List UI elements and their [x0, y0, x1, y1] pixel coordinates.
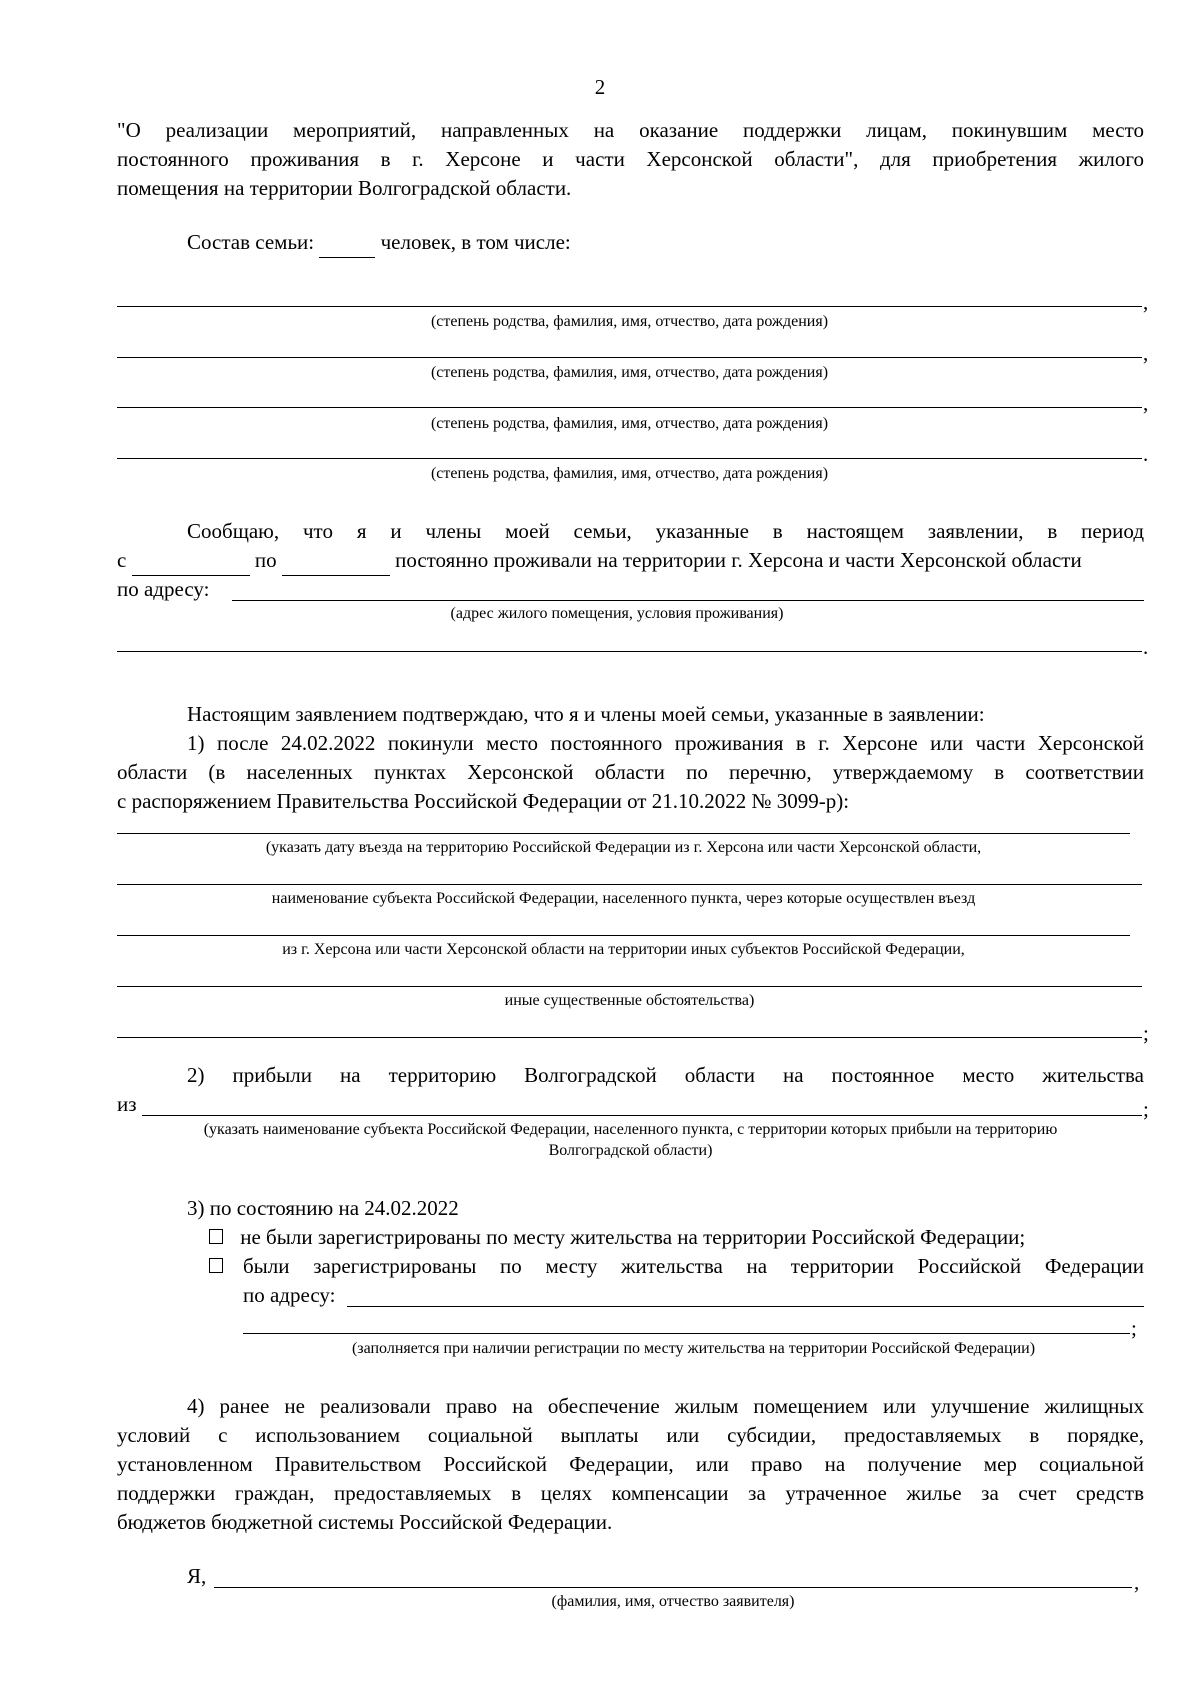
page-number: 2: [594, 75, 606, 99]
family-count-line: [187, 228, 571, 258]
comma: ,: [1143, 391, 1149, 415]
entry-details-field[interactable]: [117, 986, 1142, 987]
registration-option-2-row: [209, 1252, 223, 1281]
from-label: с: [117, 548, 127, 572]
arrival-from-label: из: [117, 1092, 137, 1116]
family-member-caption: (степень родства, фамилия, имя, отчество, дата рождения): [430, 465, 829, 482]
entry-details-caption-3: из г. Херсона или части Херсонской области на территории иных субъектов Российской Федерации,: [282, 941, 965, 958]
entry-details-field[interactable]: [117, 1037, 1142, 1038]
residence-line-2-text: постоянно проживали на территории г. Херсона и части Херсонской области: [395, 548, 1082, 572]
arrival-line-1: 2) прибыли на территорию Волгоградской области на постоянное место жительства: [187, 1063, 1144, 1087]
item1-line-2: области (в населенных пунктах Херсонской области по перечню, утверждаемому в соответствии: [117, 760, 1144, 784]
intro-line-1: "О реализации мероприятий, направленных на оказание поддержки лицам, покинувшим место: [117, 118, 1144, 142]
checkbox[interactable]: [209, 1229, 223, 1244]
semicolon: ;: [1143, 1097, 1149, 1121]
applicant-caption: (фамилия, имя, отчество заявителя): [551, 1593, 795, 1610]
registration-heading: 3) по состоянию на 24.02.2022: [187, 1196, 459, 1220]
address-caption: (адрес жилого помещения, условия проживания): [450, 605, 784, 622]
item4-line-4: поддержки граждан, предоставляемых в целях компенсации за утраченное жилье за счет средств: [117, 1481, 1144, 1505]
item1-line-3: с распоряжением Правительства Российской Федерации от 21.10.2022 № 3099-р):: [117, 789, 850, 813]
entry-details-caption-2: наименование субъекта Российской Федерации, населенного пункта, через которые осуществлен въезд: [271, 890, 976, 907]
semicolon: ;: [1143, 1021, 1149, 1045]
registration-option-1: [209, 1223, 1025, 1252]
registration-option-2: были зарегистрированы по месту жительства на территории Российской Федерации: [243, 1254, 1144, 1278]
family-member-field[interactable]: [117, 458, 1142, 459]
period: .: [1143, 442, 1149, 466]
item4-line-3: установленном Правительством Российской Федерации, или право на получение мер социальной: [117, 1452, 1144, 1476]
item4-line-2: условий с использованием социальной выплаты или субсидии, предоставляемых в порядке,: [117, 1423, 1144, 1447]
applicant-name-field[interactable]: [214, 1587, 1132, 1588]
period-start-field[interactable]: [132, 546, 250, 576]
comma: ,: [1134, 1570, 1140, 1594]
semicolon: ;: [1131, 1316, 1137, 1340]
comma: ,: [1143, 290, 1149, 314]
family-member-field[interactable]: [117, 407, 1142, 408]
arrival-caption-1: (указать наименование субъекта Российской Федерации, населенного пункта, с территории которых прибыли на территорию: [203, 1121, 1058, 1138]
item1-line-1: 1) после 24.02.2022 покинули место постоянного проживания в г. Херсоне или части Херсонской: [187, 731, 1144, 755]
item4-line-5: бюджетов бюджетной системы Российской Федерации.: [117, 1510, 613, 1534]
entry-details-field[interactable]: [117, 935, 1130, 936]
option-1-label: не были зарегистрированы по месту жительства на территории Российской Федерации;: [240, 1225, 1026, 1249]
applicant-label: Я,: [187, 1564, 207, 1588]
family-label: Состав семьи:: [187, 230, 315, 254]
entry-details-caption-1: (указать дату въезда на территорию Российской Федерации из г. Херсона или части Херсонской области,: [265, 839, 982, 856]
family-member-caption: (степень родства, фамилия, имя, отчество, дата рождения): [430, 313, 829, 330]
family-member-caption: (степень родства, фамилия, имя, отчество, дата рождения): [430, 364, 829, 381]
checkbox[interactable]: [209, 1258, 223, 1273]
registration-address-label: по адресу:: [243, 1283, 336, 1307]
intro-line-2: постоянного проживания в г. Херсоне и части Херсонской области", для приобретения жилого: [117, 147, 1144, 171]
family-member-caption: (степень родства, фамилия, имя, отчество, дата рождения): [430, 415, 829, 432]
period-end-field[interactable]: [282, 546, 390, 576]
address-field[interactable]: [232, 600, 1144, 601]
entry-details-caption-4: иные существенные обстоятельства): [504, 992, 755, 1009]
residence-line-2: [117, 546, 1144, 576]
intro-line-3: помещения на территории Волгоградской области.: [117, 176, 572, 200]
family-count-field[interactable]: [319, 228, 375, 258]
family-member-field[interactable]: [117, 306, 1142, 307]
item4-line-1: 4) ранее не реализовали право на обеспечение жилым помещением или улучшение жилищных: [187, 1394, 1144, 1418]
entry-details-field[interactable]: [117, 833, 1130, 834]
confirm-intro: Настоящим заявлением подтверждаю, что я и члены моей семьи, указанные в заявлении:: [187, 702, 985, 726]
arrival-origin-field[interactable]: [142, 1115, 1142, 1116]
family-label-after: человек, в том числе:: [380, 230, 571, 254]
address-field-continued[interactable]: [117, 651, 1142, 652]
entry-details-field[interactable]: [117, 884, 1142, 885]
residence-line-1: Сообщаю, что я и члены моей семьи, указанные в настоящем заявлении, в период: [187, 519, 1144, 543]
comma: ,: [1143, 341, 1149, 365]
period: .: [1143, 635, 1149, 659]
registration-address-field[interactable]: [347, 1306, 1144, 1307]
registration-address-field-continued[interactable]: [243, 1333, 1130, 1334]
registration-caption: (заполняется при наличии регистрации по месту жительства на территории Российской Федерации): [351, 1340, 1036, 1357]
to-label: по: [254, 548, 277, 572]
family-member-field[interactable]: [117, 357, 1142, 358]
arrival-caption-2: Волгоградской области): [548, 1142, 713, 1159]
address-label: по адресу:: [117, 577, 210, 601]
